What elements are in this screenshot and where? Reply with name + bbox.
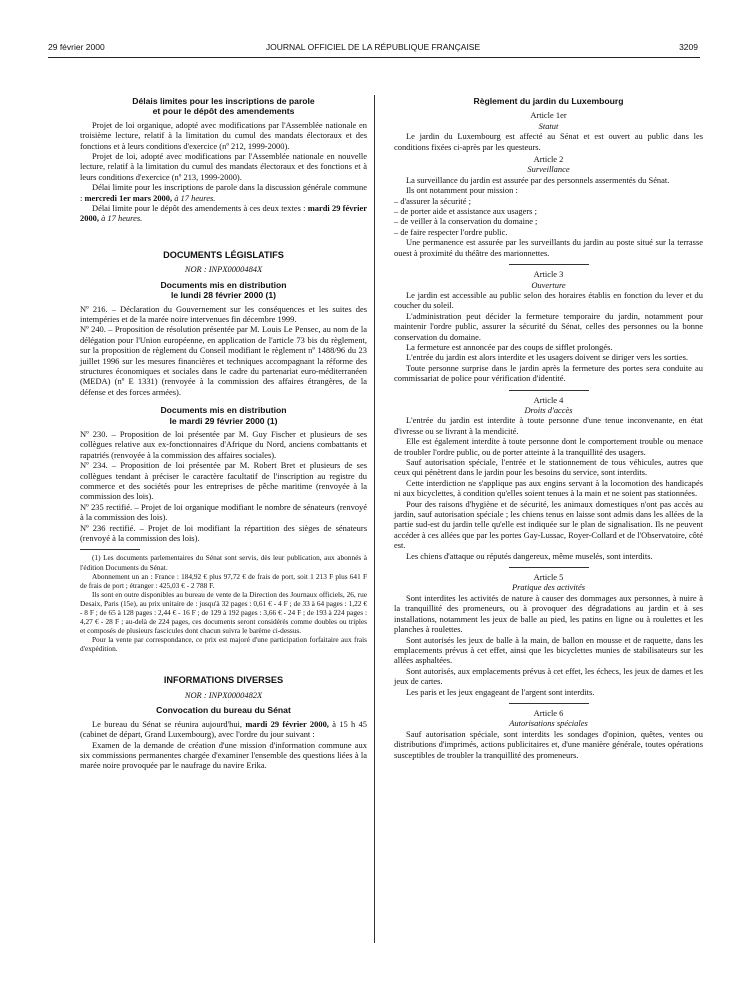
article-1-heading: Article 1er xyxy=(530,110,567,121)
dist1-heading-line2: le lundi 28 février 2000 (1) xyxy=(170,290,277,301)
footnote: Pour la vente par correspondance, ce prix est majoré d'une participation forfaitaire aux frais d'expédition. xyxy=(80,635,367,654)
article-4-heading: Article 4 xyxy=(533,394,564,405)
article-paragraph: Sont autorisés, aux emplacements prévus à cet effet, les échecs, les jeux de dames et les jeux de cartes. xyxy=(394,665,703,687)
document-item: Nº 216. – Déclaration du Gouvernement sur les conséquences et les suites des intempéries et de la marée noire intervenues fin décembre 1999. xyxy=(80,303,367,324)
italic-time: à 17 heures. xyxy=(101,213,143,224)
article-paragraph: Le jardin du Luxembourg est affecté au Sénat et est ouvert au public dans les conditions fixées ci-après par les questeurs. xyxy=(394,131,703,152)
text: Délai limite pour les inscriptions de parole dans la discussion générale commune : xyxy=(80,182,367,203)
article-paragraph: Elle est également interdite à toute personne dont le comportement trouble ou menace de troubler l'ordre public, ou de porter atteinte à la tranquillité des usagers. xyxy=(394,436,703,457)
right-column xyxy=(394,96,703,760)
article-paragraph: Les paris et les jeux engageant de l'argent sont interdits. xyxy=(406,686,595,697)
italic-time: à 17 heures. xyxy=(174,192,216,203)
dist1-heading xyxy=(80,280,367,301)
bold-date: mardi 29 février 2000, xyxy=(80,203,368,224)
header-title: JOURNAL OFFICIEL DE LA RÉPUBLIQUE FRANÇAISE xyxy=(265,42,481,52)
bold-date: mercredi 1er mars 2000, xyxy=(84,192,173,203)
document-item: Nº 230. – Proposition de loi présentée par M. Guy Fischer et plusieurs de ses collègues relative aux ex-fonctionnaires d'Afrique du Nord, anciens combattants et rapatriés (renvoyée à la commission des affaires sociales). xyxy=(80,428,367,460)
left-column xyxy=(80,96,367,771)
footnotes xyxy=(80,553,367,653)
article-paragraph: Sont autorisés les jeux de balle à la main, de ballon en mousse et de raquette, dans les emplacements prévus à cet effet, ainsi que les bicyclettes munies de stabilisateurs sur les allées asphaltées. xyxy=(394,634,703,666)
footnote: Ils sont en outre disponibles au bureau de vente de la Direction des Journaux officiels, 26, rue Desaix, Paris (15e), au prix unitaire de : jusqu'à 32 pages : 0,61 € - 4 F ; de 33 à 64 pages : 1,22 € - 8 F ; de 65 à 128 pages : 2,44 € - 16 F ; de 129 à 192 pages : 3,66 € - 24 F ; de 193 à 224 pages : 4,27 € - 28 F ; au-delà de 224 pages, ces documents seront considérés comme doubles ou triples et composés de plusieurs fascicules dont chacun suivra le barème ci-dessus. xyxy=(80,589,367,636)
article-2-subtitle: Surveillance xyxy=(527,164,570,175)
article-paragraph: Sauf autorisation spéciale, sont interdits les sondages d'opinion, quêtes, ventes ou distributions d'imprimés, actions publicitaires et, d'une manière générale, toutes opérations susceptibles de troubler la tranquillité des promeneurs. xyxy=(394,728,703,760)
article-paragraph: La surveillance du jardin est assurée par des personnels assermentés du Sénat. xyxy=(406,174,670,185)
delais-heading xyxy=(80,96,367,117)
article-paragraph: Une permanence est assurée par les surveillants du jardin au poste situé sur la terrasse ouest à proximité du théâtre des marionnettes. xyxy=(394,237,703,258)
mission-item: – de faire respecter l'ordre public. xyxy=(394,226,508,237)
text: Le bureau du Sénat se réunira aujourd'hui, xyxy=(92,718,243,729)
header-rule xyxy=(48,57,700,58)
docleg-nor: NOR : INPX0000484X xyxy=(184,264,263,275)
article-paragraph: Pour des raisons d'hygiène et de sécurité, les animaux domestiques n'ont pas accès au jardin, sauf autorisation spéciale ; les chiens tenus en laisse sont admis dans les allées de la partie sud-est du jardin telle qu'elle est indiquée sur le plan de signalisation. Ils ne peuvent accéder à ces allées que par les portes Gay-Lussac, Royer-Collard et de l'Observatoire, côté est. xyxy=(394,498,703,551)
reglement-heading: Règlement du jardin du Luxembourg xyxy=(473,96,624,106)
convocation-paragraph: Examen de la demande de création d'une mission d'information commune aux six commissions permanentes chargée d'examiner l'ensemble des questions liées à la marée noire provoquée par le naufrage du navire Erika. xyxy=(80,739,367,771)
article-6-subtitle: Autorisations spéciales xyxy=(509,718,588,729)
article-paragraph: La fermeture est annoncée par des coups de sifflet prolongés. xyxy=(406,341,613,352)
info-heading: INFORMATIONS DIVERSES xyxy=(163,675,284,686)
dist2-heading-line2: le mardi 29 février 2000 (1) xyxy=(169,415,278,426)
article-5-heading: Article 5 xyxy=(533,572,564,583)
footnote: Abonnement un an : France : 184,92 € plus 97,72 € de frais de port, soit 1 213 F plus 641 F de frais de port ; étranger : 425,03 € - 2 788 F. xyxy=(80,571,367,590)
delais-paragraph: Projet de loi, adopté avec modifications par l'Assemblée nationale en nouvelle lecture, relatif à la limitation du cumul des mandats électoraux et des fonctions et à leurs conditions d'exercice (nº 213, 1999-2000). xyxy=(80,151,367,182)
mission-item: – de porter aide et assistance aux usagers ; xyxy=(394,206,537,217)
article-paragraph: L'entrée du jardin est alors interdite et les usagers doivent se diriger vers les sorties. xyxy=(406,352,688,363)
delais-heading-line1: Délais limites pour les inscriptions de parole xyxy=(132,96,315,106)
footnote: (1) Les documents parlementaires du Sénat sont servis, dès leur publication, aux abonnés à l'édition Documents du Sénat. xyxy=(80,553,367,572)
mission-item: – d'assurer la sécurité ; xyxy=(394,195,471,206)
article-paragraph: Ils ont notamment pour mission : xyxy=(406,185,518,196)
dist2-heading-line1: Documents mis en distribution xyxy=(160,405,287,416)
convocation-paragraph xyxy=(80,719,367,740)
article-paragraph: L'entrée du jardin est interdite à toute personne d'une tenue inconvenante, en état d'ivresse ou se livrant à la mendicité. xyxy=(394,415,703,436)
dist1-list xyxy=(80,304,367,398)
article-5-subtitle: Pratique des activités xyxy=(511,582,586,593)
article-3-heading: Article 3 xyxy=(533,269,564,280)
article-paragraph: Toute personne surprise dans le jardin après la fermeture des portes sera conduite au commissariat de police pour vérification d'identité. xyxy=(394,362,703,384)
article-paragraph: Cette interdiction ne s'applique pas aux engins servant à la locomotion des handicapés ni aux bicyclettes, à condition qu'elles soient tenues à la main et ne soient pas stationnées. xyxy=(394,477,703,499)
mission-item: – de veiller à la conservation du domaine ; xyxy=(394,216,538,227)
article-paragraph: Le jardin est accessible au public selon des horaires établis en fonction du lever et du coucher du soleil. xyxy=(394,289,703,311)
article-3-subtitle: Ouverture xyxy=(531,279,566,290)
delais-paragraph: Projet de loi organique, adopté avec modifications par l'Assemblée nationale en troisième lecture, relatif à la limitation du cumul des mandats électoraux et des fonctions et à leurs conditions d'exercice (nº 212, 1999-2000). xyxy=(80,119,367,151)
text: à 15 h 45 (cabinet de départ, Grand Luxembourg), avec l'ordre du jour suivant : xyxy=(80,718,368,740)
article-paragraph: L'administration peut décider la fermeture temporaire du jardin, notamment pour maintenir l'ordre public, assurer la sécurité du Sénat, celles des personnes ou la bonne conservation du domaine. xyxy=(394,310,703,342)
header-page-number: 3209 xyxy=(679,42,698,52)
page-header xyxy=(48,42,698,56)
bold-date: mardi 29 février 2000, xyxy=(245,718,329,729)
text: Délai limite pour le dépôt des amendements à ces deux textes : xyxy=(92,203,306,214)
document-item: Nº 234. – Proposition de loi présentée par M. Robert Bret et plusieurs de ses collègues tendant à préciser le caractère facultatif de l'inscription au registre du commerce et des sociétés pour les entreprises de pêche maritime (renvoyée à la commission des lois). xyxy=(80,460,367,502)
document-item: Nº 236 rectifié. – Projet de loi modifiant la répartition des sièges de sénateurs (renvoyé à la commission des lois). xyxy=(80,522,367,544)
convocation-heading: Convocation du bureau du Sénat xyxy=(156,705,291,716)
article-4-subtitle: Droits d'accès xyxy=(524,404,573,415)
article-paragraph: Sont interdites les activités de nature à causer des dommages aux personnes, à nuire à la tranquillité des promeneurs, ou à provoquer des dégradations au jardin et à ses installations, notamment les jeux de balle au pied, les patins en ligne ou à roulettes et les planches à roulettes. xyxy=(394,592,703,635)
article-6-heading: Article 6 xyxy=(533,707,564,718)
dist2-heading xyxy=(80,405,367,426)
info-nor: NOR : INPX0000482X xyxy=(184,689,263,700)
document-item: Nº 235 rectifié. – Projet de loi organique modifiant le nombre de sénateurs (renvoyé à la commission des lois). xyxy=(80,501,367,523)
article-2-heading: Article 2 xyxy=(533,154,564,165)
document-item: Nº 240. – Proposition de résolution présentée par M. Louis Le Pensec, au nom de la délégation pour l'Union européenne, en application de l'article 73 bis du règlement, sur la proposition de règlement du Conseil modifiant le règlement nº 1488/96 du 23 juillet 1996 sur les mesures financières et techniques accompagnant la réforme des structures économiques et sociales dans le cadre du partenariat euro-méditerranéen (MEDA) (nº E 1331) (renvoyée à la commission des affaires étrangères, de la défense et des forces armées). xyxy=(80,324,367,397)
column-divider xyxy=(374,95,375,943)
delais-paragraph xyxy=(80,182,367,203)
article-1-subtitle: Statut xyxy=(538,120,559,131)
delais-paragraph xyxy=(80,203,367,224)
docleg-heading: DOCUMENTS LÉGISLATIFS xyxy=(163,249,284,260)
header-date: 29 février 2000 xyxy=(48,42,105,52)
article-paragraph: Les chiens d'attaque ou réputés dangereux, même muselés, sont interdits. xyxy=(406,550,653,561)
article-paragraph: Sauf autorisation spéciale, l'entrée et le stationnement de tous véhicules, autres que ceux qui pénètrent dans le jardin pour les besoins du service, sont interdits. xyxy=(394,457,703,478)
delais-heading-line2: et pour le dépôt des amendements xyxy=(152,106,295,117)
dist2-list xyxy=(80,429,367,543)
dist1-heading-line1: Documents mis en distribution xyxy=(160,279,287,290)
mission-list xyxy=(394,196,703,238)
